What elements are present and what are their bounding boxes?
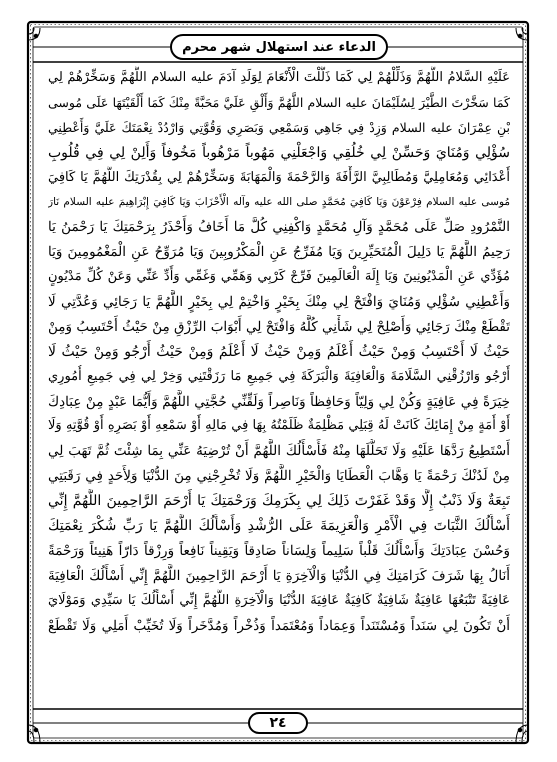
text-line: أَسْتَطِيعُ رَدَّهَا عَلَيْهِ وَلَا تَحَلُّلَهَا مِنْهُ فَأَسْأَلُكَ اللَّهُمَّ أَنْ تُرْضِيَهُ عَنِّي بِمَا شِئْتَ ثُمَّ تَهَبَ لِي bbox=[48, 443, 510, 460]
text-line: وَأَعْطِنِي سُؤْلِي وَمُنَايَ وَافْتَحْ لِي مِنْكَ بِخَيْرٍ وَاخْتِمْ لِي بِخَيْرٍ اللَّهُمَّ يَا رَجَائِي وَعُدَّتِي لَا bbox=[48, 294, 510, 311]
page-title: الدعاء عند استهلال شهر محرم bbox=[182, 39, 376, 55]
text-line: وَحُسْنَ عِبَادَتِكَ وَأَسْأَلُكَ قَلْباً سَلِيماً وَلِسَاناً صَادِقاً وَيَقِيناً نَافِعاً وَرِزْقاً دَارّاً هَنِيئاً وَرَحْمَةً bbox=[48, 542, 510, 559]
text-line: خِيَرَةً فِي عَافِيَةٍ وَكُنْ لِي وَلِيّاً وَحَافِظاً وَنَاصِراً وَلَقِّنِّي حُجَّتِي اللَّهُمَّ وَأَيُّمَا عَبْدٍ مِنْ عِبَادِكَ bbox=[48, 393, 510, 410]
text-line: مِنْ لَدُنْكَ رَحْمَةً يَا وَهَّابَ الْعَطَايَا وَالْخَيْرِ اللَّهُمَّ وَلَا تُخْرِجْنِي مِنَ الدُّنْيَا وَلِأَحَدٍ فِي رَقَبَتِي bbox=[48, 468, 510, 485]
text-line: أَعْدَائِي وَمُعَامِلِيَّ وَمُطَالِبِيَّ الرَّأْفَةَ وَالرَّحْمَةَ وَالْمَهَابَةَ وَسَخِّرْهُمْ لِي بِقُدْرَتِكَ اللَّهُمَّ يَا كَافِيَ bbox=[48, 169, 510, 185]
text-line: أَنْ تَكُونَ لِي سَنَداً وَمُسْتَنَداً وَعِمَاداً وَمُعْتَمَداً وَذُخْراً وَمُدَّخَراً وَلَا تُخَيِّبْ أَمَلِي وَلَا تَقْطَعْ bbox=[48, 617, 510, 634]
text-line: بْنِ عِمْرَانَ عليه السلام وَزِدْ فِي جَاهِي وَسَمْعِي وَبَصَرِي وَقُوَّتِي وَارْدُدْ نِعْمَتَكَ عَلَيَّ وَأَعْطِنِي bbox=[48, 119, 510, 135]
text-line: مُوسى عليه السلام فِرْعَوْنَ وَيَا كَافِيَ مُحَمَّدٍ صلى الله عليه وآله الْأَحْزَابَ وَيَا كَافِيَ إِبْرَاهِيمَ عليه السلام نَارَ bbox=[48, 196, 510, 209]
page-number: ٢٤ bbox=[269, 715, 287, 731]
text-line: أَسْأَلُكَ الثَّبَاتَ فِي الْأَمْرِ وَالْعَزِيمَةَ عَلَى الرُّشْدِ وَأَسْأَلُكَ اللَّهُمَّ يَا رَبِّ شُكْرَ نِعْمَتِكَ bbox=[48, 518, 510, 535]
prayer-text-body bbox=[48, 66, 510, 706]
text-line: النَّمْرُودِ صَلِّ عَلَى مُحَمَّدٍ وَآلِ مُحَمَّدٍ وَاكْفِنِي كُلَّ مَا أَخَافُ وَأَحْذَرُ بِرَحْمَتِكَ يَا رَحْمَنُ يَا bbox=[48, 219, 510, 236]
text-line: تَبِعَةٌ وَلَا ذَنْبٌ إِلَّا وَقَدْ غَفَرْتَ ذَلِكَ لِي بِكَرَمِكَ وَرَحْمَتِكَ يَا أَرْحَمَ الرَّاحِمِينَ اللَّهُمَّ إِنِّي bbox=[48, 493, 510, 510]
text-line: أَرْجُو وَارْزُقْنِي السَّلَامَةَ وَالْعَافِيَةَ وَالْبَرَكَةَ فِي جَمِيعِ مَا رَزَقْتَنِي وَخِرْ لِي فِي جَمِيعِ أُمُورِي bbox=[48, 368, 510, 384]
text-line: أَنَالُ بِهَا شَرَفَ كَرَامَتِكَ فِي الدُّنْيَا وَالْآخِرَةِ يَا أَرْحَمَ الرَّاحِمِينَ اللَّهُمَّ إِنِّي أَسْأَلُكَ الْعَافِيَةَ bbox=[48, 567, 510, 584]
text-line: حَيْثُ لَا أَحْتَسِبُ وَمِنْ حَيْثُ أَعْلَمُ وَمِنْ حَيْثُ لَا أَعْلَمُ وَمِنْ حَيْثُ أَرْجُو وَمِنْ حَيْثُ لَا bbox=[48, 343, 510, 360]
text-line: كَمَا سَخَّرْتَ الطَّيْرَ لِسُلَيْمَانَ عليه السلام اللَّهُمَّ وَأَلْقِ عَلَيَّ مَحَبَّةً مِنْكَ كَمَا أَلْقَيْتَهَا عَلَى مُوسى bbox=[48, 94, 510, 110]
page-number-box bbox=[248, 712, 308, 734]
text-line: سُؤْلِي وَمُنَايَ وَحَسِّنْ لِي خُلُقِي وَاجْعَلْنِي مَهُوباً مَرْهُوباً مَخُوفاً وَأَلِنْ لِي فِي قُلُوبِ bbox=[48, 144, 510, 161]
text-line: رَحِيمُ اللَّهُمَّ يَا دَلِيلَ الْمُتَحَيِّرِينَ وَيَا مُفَرِّجُ عَنِ الْمَكْرُوبِينَ وَيَا مُرَوِّحُ عَنِ الْمَغْمُومِينَ وَيَا bbox=[48, 244, 510, 261]
text-line: عَافِيَةً تَتْبَعُهَا عَافِيَةٌ شَافِيَةٌ كَافِيَةٌ عَافِيَةَ الدُّنْيَا وَالْآخِرَةِ اللَّهُمَّ إِنِّي أَسْأَلُكَ يَا سَيِّدِي وَمَوْلَايَ bbox=[48, 592, 510, 608]
text-line: عَلَيْهِ السَّلامُ اللَّهُمَّ وَذَلِّلْهُمْ لِي كَمَا ذَلَّلْتَ الْأَنْعَامَ لِوَلَدِ آدَمَ عليه السلام اللَّهُمَّ وَسَخِّرْهُمْ لِي bbox=[48, 70, 510, 85]
text-line: أَوْ أَمَةٍ مِنْ إِمَائِكَ كَانَتْ لَهُ قِبَلِي مَظْلِمَةٌ ظَلَمْتُهُ بِهَا فِي مَالِهِ أَوْ سَمْعِهِ أَوْ بَصَرِهِ أَوْ قُوَّتِهِ وَلَا bbox=[48, 418, 510, 434]
header-title-box bbox=[170, 34, 388, 60]
text-line: تَقْطَعْ مِنْكَ رَجَائِي وَأَصْلِحْ لِي شَأْنِي كُلَّهُ وَافْتَحْ لِي أَبْوَابَ الرِّزْقِ مِنْ حَيْثُ أَحْتَسِبُ وَمِنْ bbox=[48, 318, 510, 335]
text-line: مُؤَدِّي عَنِ الْمَدْيُونِينَ وَيَا إِلَهَ الْعَالَمِينَ فَرِّجْ كَرْبِي وَهَمِّي وَغَمِّي وَأَدِّ عَنِّي وَعَنْ كُلِّ مَدْيُونٍ bbox=[48, 269, 510, 285]
